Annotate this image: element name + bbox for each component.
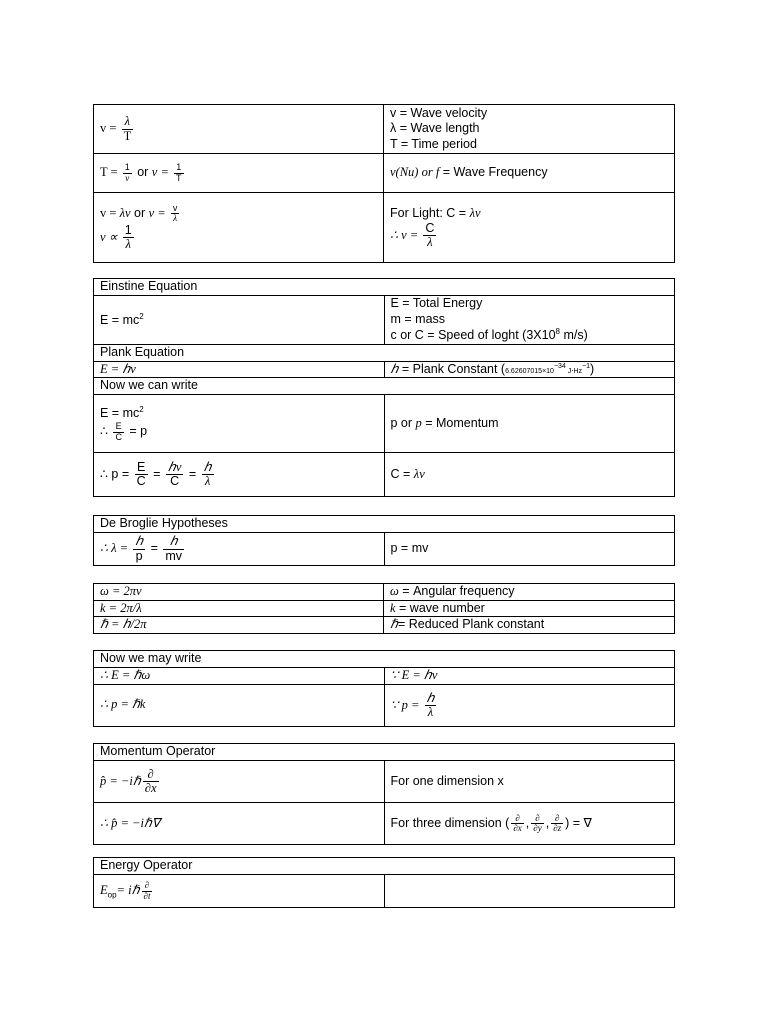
- fraction: $\frac{1}{T}$: [176, 162, 182, 183]
- fraction: ∂ ∂t: [143, 880, 151, 901]
- velocity-frequency-formula: v = λν or ν = $\frac{v}{\lambda}$ ν ∝ $\frac{1}{\lambda}$: [94, 193, 384, 263]
- light-speed-relation: C = λν: [384, 453, 675, 497]
- section-heading: Energy Operator: [94, 858, 675, 875]
- table-row: [94, 744, 675, 761]
- table-row: [94, 361, 675, 378]
- debroglie-table: [93, 515, 675, 566]
- maywrite-table: [93, 650, 675, 727]
- momentum-operator-table: [93, 743, 675, 845]
- angular-table: [93, 583, 675, 634]
- table-row: [94, 684, 675, 726]
- energy-hbar-formula: ∴ E = ℏω: [94, 668, 385, 685]
- einstein-table: [93, 278, 675, 497]
- wave-table: [93, 104, 675, 263]
- table-row: [94, 395, 675, 453]
- fraction: ∂ ∂y: [533, 812, 542, 833]
- fraction: ∂ ∂z: [553, 812, 562, 833]
- momentum-operator-1d: p̂ = −iℏ ∂ ∂x: [94, 761, 385, 803]
- wave-number-formula: k = 2π/λ: [94, 600, 384, 617]
- three-dimension-note: For three dimension ( ∂ ∂x , ∂ ∂y , ∂ ∂z ) = ∇: [384, 803, 675, 845]
- table-row: [94, 279, 675, 296]
- table-row: [94, 105, 675, 154]
- table-row: [94, 154, 675, 193]
- einstein-definitions: E = Total Energy m = mass c or C = Speed of loght ($3X10^8$ m/s): [384, 296, 675, 345]
- frequency-definition: ν(Nu) or f = Wave Frequency: [384, 154, 675, 193]
- section-heading: Now we can write: [94, 378, 675, 395]
- table-row: [94, 584, 675, 601]
- fraction: ∂ ∂x: [513, 812, 522, 833]
- wave-velocity-definitions: v = Wave velocity λ = Wave length T = Time period: [384, 105, 675, 154]
- fraction: ∂ ∂x: [144, 766, 157, 795]
- section-heading: Now we may write: [94, 651, 675, 668]
- table-row: [94, 193, 675, 263]
- momentum-derivation: $E = mc^2$ ∴ $\frac{E}{C}$ = p: [94, 395, 385, 453]
- table-row: [94, 858, 675, 875]
- reduced-plank-definition: ℏ= Reduced Plank constant: [384, 617, 675, 634]
- table-row: [94, 600, 675, 617]
- table-row: [94, 761, 675, 803]
- fraction: ℎ λ: [203, 460, 212, 489]
- table-row: [94, 516, 675, 533]
- wave-number-definition: k = wave number: [384, 600, 675, 617]
- energy-operator-formula: $E_{op}=$ iℏ ∂ ∂t: [94, 875, 385, 908]
- section-heading: Plank Equation: [94, 345, 675, 362]
- momentum-lambda-formula: ∵ p = ℎ λ: [384, 684, 675, 726]
- table-row: [94, 651, 675, 668]
- fraction: $\frac{1}{\nu}$: [124, 162, 130, 183]
- debroglie-formula: ∴ λ = ℎ p = ℎ mv: [94, 533, 385, 566]
- table-row: [94, 533, 675, 566]
- angular-frequency-formula: ω = 2πν: [94, 584, 384, 601]
- section-heading: Momentum Operator: [94, 744, 675, 761]
- table-row: [94, 617, 675, 634]
- momentum-formula: ∴ p = $\frac{E}{C}$ = ℎν C = ℎ λ: [94, 453, 385, 497]
- table-row: [94, 875, 675, 908]
- energy-operator-table: [93, 857, 675, 908]
- fraction: ℎ mv: [165, 534, 183, 563]
- table-row: [94, 345, 675, 362]
- one-dimension-note: For one dimension x: [384, 761, 675, 803]
- fraction: $\frac{v}{\lambda}$: [172, 202, 178, 224]
- section-heading: De Broglie Hypotheses: [94, 516, 675, 533]
- table-row: [94, 378, 675, 395]
- table-row: [94, 668, 675, 685]
- fraction: $\frac{\lambda}{T}$: [123, 114, 132, 143]
- momentum-operator-3d: ∴ p̂ = −iℏ∇: [94, 803, 385, 845]
- plank-definition: ℎ = Plank Constant ($6.62607015\times 10^{-34}$ $J\cdot Hz^{-1}$): [384, 361, 675, 378]
- reduced-plank-formula: ℏ = ℎ/2π: [94, 617, 384, 634]
- fraction: ℎν C: [167, 460, 182, 489]
- light-relation: For Light: C = λν ∴ ν = $\frac{C}{\lambda}$: [384, 193, 675, 263]
- fraction: $\frac{E}{C}$: [136, 460, 146, 489]
- momentum-hbar-formula: ∴ p = ℏk: [94, 684, 385, 726]
- fraction: $\frac{E}{C}$: [115, 421, 122, 442]
- momentum-definition: p or p = Momentum: [384, 395, 675, 453]
- einstein-formula: $E = mc^2$: [94, 296, 385, 345]
- plank-formula: E = ℎν: [94, 361, 385, 378]
- frequency-formula: T = $\frac{1}{\nu}$ or ν = $\frac{1}{T}$: [94, 154, 384, 193]
- section-heading: Einstine Equation: [94, 279, 675, 296]
- fraction: $\frac{C}{\lambda}$: [425, 220, 435, 249]
- wave-velocity-formula: v = $\frac{\lambda}{T}$: [94, 105, 384, 154]
- energy-plank-formula: ∵ E = ℎν: [384, 668, 675, 685]
- fraction: ℎ λ: [426, 690, 435, 719]
- fraction: ℎ p: [135, 534, 144, 563]
- debroglie-definition: p = mv: [384, 533, 675, 566]
- table-row: [94, 296, 675, 345]
- fraction: $\frac{1}{\lambda}$: [124, 222, 132, 251]
- table-row: [94, 453, 675, 497]
- angular-frequency-definition: ω = Angular frequency: [384, 584, 675, 601]
- table-row: [94, 803, 675, 845]
- energy-operator-empty-cell: [384, 875, 675, 908]
